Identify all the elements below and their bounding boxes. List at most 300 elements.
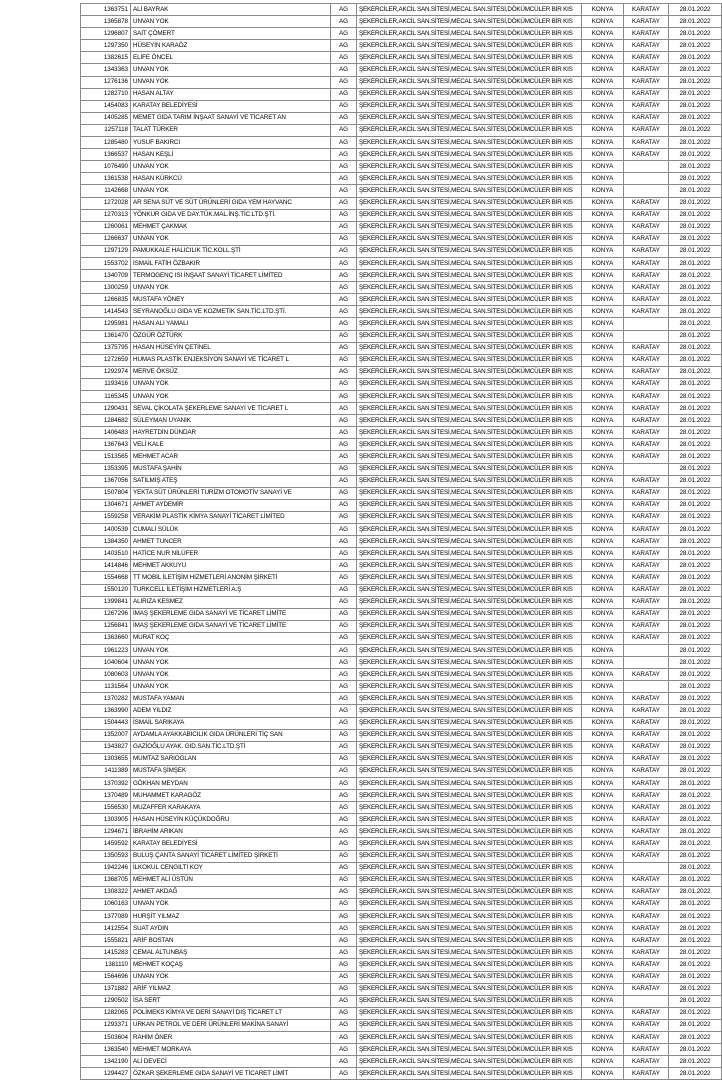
table-row — [81, 391, 722, 403]
table-row — [81, 657, 722, 669]
cell-district: KARATAY — [624, 270, 669, 282]
cell-subscriber-id: 1294427 — [81, 1068, 131, 1080]
table-row — [81, 463, 722, 475]
cell-district: KARATAY — [624, 548, 669, 560]
cell-type: AG — [331, 28, 357, 40]
cell-date: 28.01.2022 — [669, 1031, 722, 1043]
cell-title: HASAN HÜSEYİN KÜÇÜKDOĞRU — [131, 814, 331, 826]
cell-type: AG — [331, 717, 357, 729]
cell-title: ARİF YILMAZ — [131, 983, 331, 995]
table-row — [81, 862, 722, 874]
table-row — [81, 64, 722, 76]
table-row — [81, 681, 722, 693]
cell-type: AG — [331, 233, 357, 245]
cell-date: 28.01.2022 — [669, 185, 722, 197]
cell-subscriber-id: 1282710 — [81, 88, 131, 100]
cell-date: 28.01.2022 — [669, 378, 722, 390]
cell-city: KONYA — [582, 669, 624, 681]
cell-district: KARATAY — [624, 64, 669, 76]
cell-subscriber-id: 1504443 — [81, 717, 131, 729]
cell-date: 28.01.2022 — [669, 245, 722, 257]
cell-address: ŞEKERCİLER,AKCİL SAN.SİTESİ,MECAL SAN.SİTESİ,DÖKÜMCÜLER BİR KIS — [357, 40, 582, 52]
cell-date: 28.01.2022 — [669, 790, 722, 802]
table-row — [81, 705, 722, 717]
cell-date: 28.01.2022 — [669, 935, 722, 947]
cell-city: KONYA — [582, 923, 624, 935]
cell-district: KARATAY — [624, 282, 669, 294]
cell-type: AG — [331, 560, 357, 572]
table-row — [81, 185, 722, 197]
cell-district: KARATAY — [624, 209, 669, 221]
cell-type: AG — [331, 270, 357, 282]
cell-title: HASAN KEŞLİ — [131, 149, 331, 161]
cell-address: ŞEKERCİLER,AKCİL SAN.SİTESİ,MECAL SAN.SİTESİ,DÖKÜMCÜLER BİR KIS — [357, 729, 582, 741]
cell-subscriber-id: 1459592 — [81, 838, 131, 850]
cell-title: İSMAİL FATİH ÖZBAKIR — [131, 257, 331, 269]
cell-type: AG — [331, 487, 357, 499]
table-row — [81, 88, 722, 100]
cell-subscriber-id: 1507804 — [81, 487, 131, 499]
cell-subscriber-id: 1367056 — [81, 475, 131, 487]
cell-district: KARATAY — [624, 620, 669, 632]
cell-address: ŞEKERCİLER,AKCİL SAN.SİTESİ,MECAL SAN.SİTESİ,DÖKÜMCÜLER BİR KIS — [357, 983, 582, 995]
cell-type: AG — [331, 838, 357, 850]
cell-address: ŞEKERCİLER,AKCİL SAN.SİTESİ,MECAL SAN.SİTESİ,DÖKÜMCÜLER BİR KIS — [357, 705, 582, 717]
cell-title: UNVAN YOK — [131, 657, 331, 669]
cell-title: MEHMET ÇAKMAK — [131, 221, 331, 233]
cell-date: 28.01.2022 — [669, 644, 722, 656]
cell-title: MUHAMMET KARAGÖZ — [131, 790, 331, 802]
table-row — [81, 1044, 722, 1056]
cell-address: ŞEKERCİLER,AKCİL SAN.SİTESİ,MECAL SAN.SİTESİ,DÖKÜMCÜLER BİR KIS — [357, 330, 582, 342]
cell-city: KONYA — [582, 657, 624, 669]
cell-date: 28.01.2022 — [669, 971, 722, 983]
cell-address: ŞEKERCİLER,AKCİL SAN.SİTESİ,MECAL SAN.SİTESİ,DÖKÜMCÜLER BİR KIS — [357, 681, 582, 693]
cell-title: YÖNKUR GIDA VE DAY.TÜK.MAL.İNŞ.TİC.LTD.ŞTİ. — [131, 209, 331, 221]
cell-title: UNVAN YOK — [131, 669, 331, 681]
table-row — [81, 257, 722, 269]
cell-city: KONYA — [582, 608, 624, 620]
cell-address: ŞEKERCİLER,AKCİL SAN.SİTESİ,MECAL SAN.SİTESİ,DÖKÜMCÜLER BİR KIS — [357, 391, 582, 403]
cell-address: ŞEKERCİLER,AKCİL SAN.SİTESİ,MECAL SAN.SİTESİ,DÖKÜMCÜLER BİR KIS — [357, 221, 582, 233]
cell-city: KONYA — [582, 403, 624, 415]
cell-district: KARATAY — [624, 100, 669, 112]
cell-title: UNVAN YOK — [131, 378, 331, 390]
cell-district — [624, 681, 669, 693]
cell-district: KARATAY — [624, 935, 669, 947]
cell-type: AG — [331, 778, 357, 790]
cell-type: AG — [331, 185, 357, 197]
cell-subscriber-id: 1553702 — [81, 257, 131, 269]
cell-type: AG — [331, 911, 357, 923]
cell-date: 28.01.2022 — [669, 778, 722, 790]
cell-district: KARATAY — [624, 233, 669, 245]
cell-type: AG — [331, 741, 357, 753]
cell-type: AG — [331, 923, 357, 935]
cell-title: CEMAL ALTUNBAŞ — [131, 947, 331, 959]
cell-title: MERVE ÖKSÜZ — [131, 366, 331, 378]
cell-address: ŞEKERCİLER,AKCİL SAN.SİTESİ,MECAL SAN.SİTESİ,DÖKÜMCÜLER BİR KIS — [357, 294, 582, 306]
cell-city: KONYA — [582, 4, 624, 16]
cell-address: ŞEKERCİLER,AKCİL SAN.SİTESİ,MECAL SAN.SİTESİ,DÖKÜMCÜLER BİR KIS — [357, 886, 582, 898]
cell-date: 28.01.2022 — [669, 548, 722, 560]
cell-city: KONYA — [582, 318, 624, 330]
cell-subscriber-id: 1370392 — [81, 778, 131, 790]
table-row — [81, 741, 722, 753]
cell-subscriber-id: 1270313 — [81, 209, 131, 221]
cell-district: KARATAY — [624, 536, 669, 548]
cell-address: ŞEKERCİLER,AKCİL SAN.SİTESİ,MECAL SAN.SİTESİ,DÖKÜMCÜLER BİR KIS — [357, 596, 582, 608]
cell-district: KARATAY — [624, 342, 669, 354]
cell-city: KONYA — [582, 790, 624, 802]
cell-type: AG — [331, 499, 357, 511]
cell-subscriber-id: 1559258 — [81, 511, 131, 523]
cell-type: AG — [331, 620, 357, 632]
cell-title: SEVAL ÇİKOLATA ŞEKERLEME SANAYİ VE TİCARET L — [131, 403, 331, 415]
cell-city: KONYA — [582, 1056, 624, 1068]
table-row — [81, 935, 722, 947]
cell-district: KARATAY — [624, 499, 669, 511]
table-row — [81, 850, 722, 862]
cell-subscriber-id: 1272659 — [81, 354, 131, 366]
table-row — [81, 499, 722, 511]
cell-city: KONYA — [582, 391, 624, 403]
cell-type: AG — [331, 511, 357, 523]
cell-district: KARATAY — [624, 729, 669, 741]
cell-district: KARATAY — [624, 802, 669, 814]
table-row — [81, 765, 722, 777]
cell-city: KONYA — [582, 560, 624, 572]
cell-type: AG — [331, 1031, 357, 1043]
cell-date: 28.01.2022 — [669, 475, 722, 487]
cell-title: MEHMET AKKUYU — [131, 560, 331, 572]
cell-subscriber-id: 1142668 — [81, 185, 131, 197]
cell-subscriber-id: 1267296 — [81, 608, 131, 620]
cell-address: ŞEKERCİLER,AKCİL SAN.SİTESİ,MECAL SAN.SİTESİ,DÖKÜMCÜLER BİR KIS — [357, 536, 582, 548]
table-row — [81, 608, 722, 620]
table-row — [81, 983, 722, 995]
cell-type: AG — [331, 790, 357, 802]
cell-district — [624, 463, 669, 475]
cell-district: KARATAY — [624, 886, 669, 898]
cell-address: ŞEKERCİLER,AKCİL SAN.SİTESİ,MECAL SAN.SİTESİ,DÖKÜMCÜLER BİR KIS — [357, 717, 582, 729]
cell-city: KONYA — [582, 681, 624, 693]
cell-type: AG — [331, 862, 357, 874]
cell-date: 28.01.2022 — [669, 838, 722, 850]
cell-city: KONYA — [582, 778, 624, 790]
cell-address: ŞEKERCİLER,AKCİL SAN.SİTESİ,MECAL SAN.SİTESİ,DÖKÜMCÜLER BİR KIS — [357, 790, 582, 802]
cell-type: AG — [331, 209, 357, 221]
table-row — [81, 838, 722, 850]
cell-title: VELİ KALE — [131, 439, 331, 451]
cell-date: 28.01.2022 — [669, 753, 722, 765]
cell-subscriber-id: 1350593 — [81, 850, 131, 862]
cell-subscriber-id: 1295981 — [81, 318, 131, 330]
cell-district: KARATAY — [624, 693, 669, 705]
cell-date: 28.01.2022 — [669, 1019, 722, 1031]
table-row — [81, 511, 722, 523]
cell-city: KONYA — [582, 911, 624, 923]
cell-city: KONYA — [582, 282, 624, 294]
cell-date: 28.01.2022 — [669, 52, 722, 64]
cell-city: KONYA — [582, 100, 624, 112]
cell-type: AG — [331, 632, 357, 644]
cell-title: HUMAS PLASTİK ENJEKSİYON SANAYİ VE TİCARET L — [131, 354, 331, 366]
cell-city: KONYA — [582, 173, 624, 185]
cell-type: AG — [331, 1068, 357, 1080]
cell-district: KARATAY — [624, 16, 669, 28]
cell-subscriber-id: 1292974 — [81, 366, 131, 378]
cell-city: KONYA — [582, 717, 624, 729]
cell-district: KARATAY — [624, 778, 669, 790]
cell-title: MEHMET ALİ ÜSTÜN — [131, 874, 331, 886]
cell-title: İBRAHİM ARIKAN — [131, 826, 331, 838]
cell-address: ŞEKERCİLER,AKCİL SAN.SİTESİ,MECAL SAN.SİTESİ,DÖKÜMCÜLER BİR KIS — [357, 209, 582, 221]
cell-subscriber-id: 1367643 — [81, 439, 131, 451]
cell-subscriber-id: 1368705 — [81, 874, 131, 886]
cell-subscriber-id: 1556530 — [81, 802, 131, 814]
cell-date: 28.01.2022 — [669, 4, 722, 16]
cell-district: KARATAY — [624, 1044, 669, 1056]
table-row — [81, 294, 722, 306]
cell-district: KARATAY — [624, 898, 669, 910]
cell-address: ŞEKERCİLER,AKCİL SAN.SİTESİ,MECAL SAN.SİTESİ,DÖKÜMCÜLER BİR KIS — [357, 947, 582, 959]
cell-type: AG — [331, 874, 357, 886]
cell-title: İSA SERT — [131, 995, 331, 1007]
cell-date: 28.01.2022 — [669, 270, 722, 282]
cell-date: 28.01.2022 — [669, 197, 722, 209]
cell-title: UNVAN YOK — [131, 898, 331, 910]
cell-date: 28.01.2022 — [669, 657, 722, 669]
cell-district: KARATAY — [624, 608, 669, 620]
cell-title: UNVAN YOK — [131, 161, 331, 173]
cell-district: KARATAY — [624, 669, 669, 681]
cell-city: KONYA — [582, 52, 624, 64]
cell-type: AG — [331, 318, 357, 330]
cell-date: 28.01.2022 — [669, 802, 722, 814]
cell-city: KONYA — [582, 947, 624, 959]
cell-district: KARATAY — [624, 826, 669, 838]
cell-date: 28.01.2022 — [669, 681, 722, 693]
table-row — [81, 778, 722, 790]
table-row — [81, 100, 722, 112]
cell-title: UNVAN YOK — [131, 64, 331, 76]
cell-address: ŞEKERCİLER,AKCİL SAN.SİTESİ,MECAL SAN.SİTESİ,DÖKÜMCÜLER BİR KIS — [357, 814, 582, 826]
cell-address: ŞEKERCİLER,AKCİL SAN.SİTESİ,MECAL SAN.SİTESİ,DÖKÜMCÜLER BİR KIS — [357, 137, 582, 149]
cell-type: AG — [331, 40, 357, 52]
cell-address: ŞEKERCİLER,AKCİL SAN.SİTESİ,MECAL SAN.SİTESİ,DÖKÜMCÜLER BİR KIS — [357, 173, 582, 185]
cell-title: MUSTAFA YÖNEY — [131, 294, 331, 306]
table-row — [81, 415, 722, 427]
cell-address: ŞEKERCİLER,AKCİL SAN.SİTESİ,MECAL SAN.SİTESİ,DÖKÜMCÜLER BİR KIS — [357, 657, 582, 669]
cell-type: AG — [331, 1019, 357, 1031]
table-row — [81, 632, 722, 644]
cell-type: AG — [331, 427, 357, 439]
cell-address: ŞEKERCİLER,AKCİL SAN.SİTESİ,MECAL SAN.SİTESİ,DÖKÜMCÜLER BİR KIS — [357, 753, 582, 765]
cell-date: 28.01.2022 — [669, 1068, 722, 1080]
table-row — [81, 911, 722, 923]
cell-title: HASAN ALTAY — [131, 88, 331, 100]
cell-city: KONYA — [582, 536, 624, 548]
cell-type: AG — [331, 548, 357, 560]
cell-type: AG — [331, 378, 357, 390]
table-row — [81, 572, 722, 584]
cell-city: KONYA — [582, 959, 624, 971]
cell-city: KONYA — [582, 245, 624, 257]
cell-subscriber-id: 1282065 — [81, 1007, 131, 1019]
cell-district: KARATAY — [624, 911, 669, 923]
cell-district — [624, 644, 669, 656]
cell-type: AG — [331, 391, 357, 403]
cell-address: ŞEKERCİLER,AKCİL SAN.SİTESİ,MECAL SAN.SİTESİ,DÖKÜMCÜLER BİR KIS — [357, 233, 582, 245]
cell-address: ŞEKERCİLER,AKCİL SAN.SİTESİ,MECAL SAN.SİTESİ,DÖKÜMCÜLER BİR KIS — [357, 741, 582, 753]
cell-date: 28.01.2022 — [669, 959, 722, 971]
cell-district: KARATAY — [624, 40, 669, 52]
cell-district: KARATAY — [624, 814, 669, 826]
cell-type: AG — [331, 282, 357, 294]
cell-address: ŞEKERCİLER,AKCİL SAN.SİTESİ,MECAL SAN.SİTESİ,DÖKÜMCÜLER BİR KIS — [357, 862, 582, 874]
cell-address: ŞEKERCİLER,AKCİL SAN.SİTESİ,MECAL SAN.SİTESİ,DÖKÜMCÜLER BİR KIS — [357, 282, 582, 294]
cell-type: AG — [331, 245, 357, 257]
cell-address: ŞEKERCİLER,AKCİL SAN.SİTESİ,MECAL SAN.SİTESİ,DÖKÜMCÜLER BİR KIS — [357, 427, 582, 439]
cell-address: ŞEKERCİLER,AKCİL SAN.SİTESİ,MECAL SAN.SİTESİ,DÖKÜMCÜLER BİR KIS — [357, 898, 582, 910]
cell-address: ŞEKERCİLER,AKCİL SAN.SİTESİ,MECAL SAN.SİTESİ,DÖKÜMCÜLER BİR KIS — [357, 149, 582, 161]
cell-subscriber-id: 1370489 — [81, 790, 131, 802]
cell-date: 28.01.2022 — [669, 112, 722, 124]
table-row — [81, 971, 722, 983]
cell-type: AG — [331, 705, 357, 717]
cell-title: MUSTAFA ŞİMŞEK — [131, 765, 331, 777]
cell-title: AHMET AYDEMİR — [131, 499, 331, 511]
cell-district: KARATAY — [624, 366, 669, 378]
cell-title: TURKCELL İLETİŞİM HİZMETLERİ A.Ş — [131, 584, 331, 596]
cell-title: SATILMIŞ ATEŞ — [131, 475, 331, 487]
cell-date: 28.01.2022 — [669, 221, 722, 233]
cell-subscriber-id: 1260061 — [81, 221, 131, 233]
cell-title: SUAT AYDIN — [131, 923, 331, 935]
cell-address: ŞEKERCİLER,AKCİL SAN.SİTESİ,MECAL SAN.SİTESİ,DÖKÜMCÜLER BİR KIS — [357, 1044, 582, 1056]
cell-title: İLKOKUL CENGILTI KOY — [131, 862, 331, 874]
cell-address: ŞEKERCİLER,AKCİL SAN.SİTESİ,MECAL SAN.SİTESİ,DÖKÜMCÜLER BİR KIS — [357, 1031, 582, 1043]
cell-subscriber-id: 1276136 — [81, 76, 131, 88]
cell-date: 28.01.2022 — [669, 209, 722, 221]
table-row — [81, 403, 722, 415]
cell-district: KARATAY — [624, 76, 669, 88]
table-row — [81, 959, 722, 971]
cell-subscriber-id: 1554668 — [81, 572, 131, 584]
cell-district: KARATAY — [624, 524, 669, 536]
cell-subscriber-id: 1297350 — [81, 40, 131, 52]
cell-date: 28.01.2022 — [669, 511, 722, 523]
cell-subscriber-id: 1370282 — [81, 693, 131, 705]
cell-city: KONYA — [582, 886, 624, 898]
cell-subscriber-id: 1343363 — [81, 64, 131, 76]
cell-subscriber-id: 1365878 — [81, 16, 131, 28]
cell-district: KARATAY — [624, 1019, 669, 1031]
cell-subscriber-id: 1412554 — [81, 923, 131, 935]
cell-type: AG — [331, 572, 357, 584]
cell-title: UNVAN YOK — [131, 282, 331, 294]
cell-title: UNVAN YOK — [131, 391, 331, 403]
cell-title: TALAT TÜRKER — [131, 124, 331, 136]
cell-title: ELİFE ÖNCEL — [131, 52, 331, 64]
cell-subscriber-id: 1304671 — [81, 499, 131, 511]
cell-city: KONYA — [582, 1068, 624, 1080]
table-row — [81, 366, 722, 378]
cell-subscriber-id: 1297129 — [81, 245, 131, 257]
cell-address: ŞEKERCİLER,AKCİL SAN.SİTESİ,MECAL SAN.SİTESİ,DÖKÜMCÜLER BİR KIS — [357, 161, 582, 173]
table-row — [81, 898, 722, 910]
table-row — [81, 995, 722, 1007]
cell-title: VERAKİM PLASTİK KİMYA SANAYİ TİCARET LİMİTED — [131, 511, 331, 523]
cell-address: ŞEKERCİLER,AKCİL SAN.SİTESİ,MECAL SAN.SİTESİ,DÖKÜMCÜLER BİR KIS — [357, 88, 582, 100]
cell-city: KONYA — [582, 596, 624, 608]
cell-city: KONYA — [582, 294, 624, 306]
cell-district: KARATAY — [624, 52, 669, 64]
cell-subscriber-id: 1303905 — [81, 814, 131, 826]
cell-district: KARATAY — [624, 959, 669, 971]
cell-district: KARATAY — [624, 511, 669, 523]
cell-city: KONYA — [582, 838, 624, 850]
cell-address: ŞEKERCİLER,AKCİL SAN.SİTESİ,MECAL SAN.SİTESİ,DÖKÜMCÜLER BİR KIS — [357, 548, 582, 560]
cell-subscriber-id: 1384350 — [81, 536, 131, 548]
cell-district: KARATAY — [624, 765, 669, 777]
cell-city: KONYA — [582, 765, 624, 777]
cell-type: AG — [331, 693, 357, 705]
cell-subscriber-id: 1272028 — [81, 197, 131, 209]
cell-title: HÜSEYİN KARAÖZ — [131, 40, 331, 52]
cell-city: KONYA — [582, 584, 624, 596]
cell-district: KARATAY — [624, 850, 669, 862]
table-row — [81, 1019, 722, 1031]
cell-district: KARATAY — [624, 257, 669, 269]
cell-city: KONYA — [582, 137, 624, 149]
table-row — [81, 112, 722, 124]
cell-type: AG — [331, 971, 357, 983]
cell-date: 28.01.2022 — [669, 898, 722, 910]
cell-type: AG — [331, 257, 357, 269]
cell-title: SEYRANOĞLU GIDA VE KOZMETİK SAN.TİC.LTD.ŞTİ. — [131, 306, 331, 318]
cell-date: 28.01.2022 — [669, 536, 722, 548]
cell-title: KARATAY BELEDİYESİ — [131, 838, 331, 850]
cell-city: KONYA — [582, 1007, 624, 1019]
cell-type: AG — [331, 1007, 357, 1019]
cell-city: KONYA — [582, 197, 624, 209]
cell-subscriber-id: 1411389 — [81, 765, 131, 777]
cell-address: ŞEKERCİLER,AKCİL SAN.SİTESİ,MECAL SAN.SİTESİ,DÖKÜMCÜLER BİR KIS — [357, 318, 582, 330]
cell-date: 28.01.2022 — [669, 850, 722, 862]
cell-city: KONYA — [582, 1044, 624, 1056]
cell-address: ŞEKERCİLER,AKCİL SAN.SİTESİ,MECAL SAN.SİTESİ,DÖKÜMCÜLER BİR KIS — [357, 765, 582, 777]
cell-date: 28.01.2022 — [669, 342, 722, 354]
cell-city: KONYA — [582, 935, 624, 947]
cell-title: MEHMET ACAR — [131, 451, 331, 463]
cell-type: AG — [331, 306, 357, 318]
cell-district: KARATAY — [624, 874, 669, 886]
cell-date: 28.01.2022 — [669, 572, 722, 584]
cell-district: KARATAY — [624, 596, 669, 608]
cell-date: 28.01.2022 — [669, 354, 722, 366]
cell-subscriber-id: 1303655 — [81, 753, 131, 765]
cell-date: 28.01.2022 — [669, 729, 722, 741]
cell-subscriber-id: 1363660 — [81, 632, 131, 644]
cell-type: AG — [331, 330, 357, 342]
cell-address: ŞEKERCİLER,AKCİL SAN.SİTESİ,MECAL SAN.SİTESİ,DÖKÜMCÜLER BİR KIS — [357, 185, 582, 197]
cell-type: AG — [331, 100, 357, 112]
cell-date: 28.01.2022 — [669, 741, 722, 753]
cell-date: 28.01.2022 — [669, 983, 722, 995]
cell-district — [624, 161, 669, 173]
